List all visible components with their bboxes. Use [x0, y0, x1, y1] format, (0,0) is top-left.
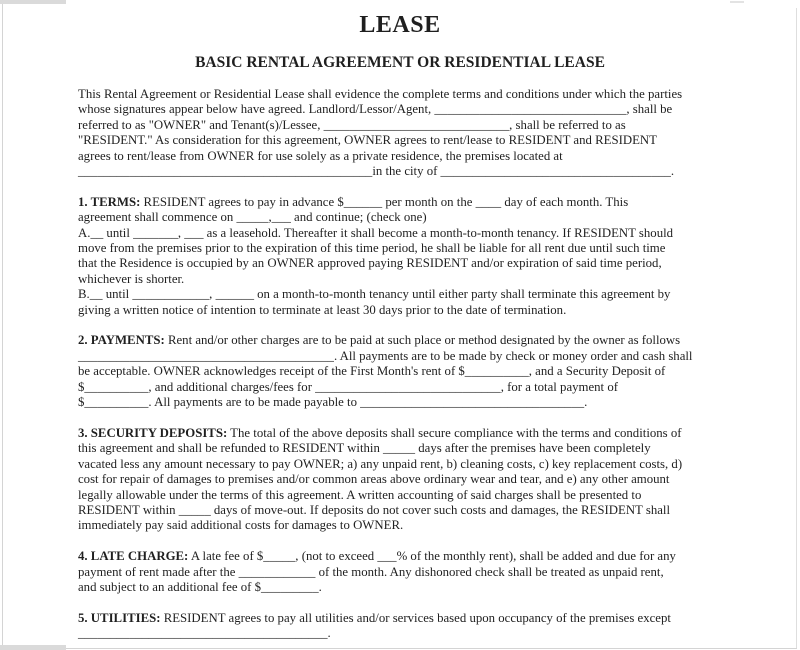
intro-line: "RESIDENT." As consideration for this agreement, OWNER agrees to rent/lease to RESIDENT and RESIDENT	[78, 133, 657, 148]
page-edge-bottom	[2, 648, 797, 649]
terms-line: move from the premises prior to the expiration of this time period, he shall be liable for all rent due until such time	[78, 241, 666, 256]
security-deposits-line: legally allowable under the terms of this agreement. A written accounting of said charges shall be presented to	[78, 487, 642, 502]
document-title: LEASE	[359, 12, 441, 38]
late-charge-line: and subject to an additional fee of $_________.	[78, 579, 322, 594]
payments-line: $__________, and additional charges/fees for _____________________________, for a total payment of	[78, 379, 618, 394]
paragraph-payments	[78, 333, 722, 410]
paragraph-utilities	[78, 611, 722, 642]
security-deposits-line-text: The total of the above deposits shall secure compliance with the terms and conditions of	[227, 425, 682, 440]
utilities-heading: 5. UTILITIES:	[78, 610, 161, 625]
security-deposits-line: cost for repair of damages to premises and/or common areas above ordinary wear and tear, and e) any other amount	[78, 472, 670, 487]
payments-line	[78, 333, 722, 348]
late-charge-heading: 4. LATE CHARGE:	[78, 549, 189, 564]
late-charge-line	[78, 549, 722, 564]
intro-line: agrees to rent/lease from OWNER for use solely as a private residence, the premises located at	[78, 148, 563, 163]
terms-line: giving a written notice of intention to terminate at least 30 days prior to the date of termination.	[78, 302, 567, 317]
intro-line: whose signatures appear below have agreed. Landlord/Lessor/Agent, ______________________________, shall be	[78, 102, 673, 117]
paragraph-security-deposits	[78, 426, 722, 534]
paragraph-late-charge	[78, 549, 722, 595]
page-edge-right	[796, 8, 797, 648]
terms-line: B.__ until ____________, ______ on a month-to-month tenancy until either party shall terminate this agreement by	[78, 287, 671, 302]
intro-line: ______________________________________________in the city of ____________________________________.	[78, 164, 675, 179]
utilities-line	[78, 611, 722, 626]
payments-heading: 2. PAYMENTS:	[78, 333, 165, 348]
terms-line	[78, 195, 722, 210]
page-corner-bottom-left	[0, 645, 66, 650]
intro-line: This Rental Agreement or Residential Lease shall evidence the complete terms and conditions under which the parties	[78, 87, 683, 101]
security-deposits-line: RESIDENT within _____ days of move-out. If deposits do not cover such costs and damages, the RESIDENT shall	[78, 502, 671, 517]
page-mark-top-right	[730, 1, 744, 3]
utilities-line: _______________________________________.	[78, 626, 331, 641]
security-deposits-line: immediately pay said additional costs for damages to OWNER.	[78, 518, 404, 533]
page-corner-top-left	[0, 0, 66, 4]
intro-line: referred to as "OWNER" and Tenant(s)/Lessee, _____________________________, shall be referred to as	[78, 117, 626, 132]
payments-line: $__________. All payments are to be made payable to ___________________________________.	[78, 395, 588, 410]
terms-line: whichever is shorter.	[78, 271, 185, 286]
paragraph-intro	[78, 87, 722, 179]
terms-heading: 1. TERMS:	[78, 194, 141, 209]
late-charge-line-text: A late fee of $_____, (not to exceed ___% of the monthly rent), shall be added and due for any	[188, 549, 676, 564]
page-edge-left	[2, 4, 3, 648]
late-charge-line: payment of rent made after the ____________ of the month. Any dishonored check shall be treated as unpaid rent,	[78, 564, 664, 579]
payments-line-text: Rent and/or other charges are to be paid at such place or method designated by the owner as follows	[164, 333, 681, 348]
payments-line: ________________________________________. All payments are to be made by check or money order and cash shall	[78, 348, 693, 363]
security-deposits-heading: 3. SECURITY DEPOSITS:	[78, 425, 228, 440]
document-subtitle: BASIC RENTAL AGREEMENT OR RESIDENTIAL LEASE	[195, 54, 605, 71]
document-content	[78, 0, 722, 642]
security-deposits-line	[78, 426, 722, 441]
terms-line: A.__ until _______, ___ as a leasehold. Thereafter it shall become a month-to-month tenancy. If RESIDENT should	[78, 225, 674, 240]
terms-line-text: RESIDENT agrees to pay in advance $______ per month on the ____ day of each month. This	[140, 194, 629, 209]
security-deposits-line: vacated less any amount necessary to pay OWNER; a) any unpaid rent, b) cleaning costs, c) key replacement costs, d)	[78, 456, 683, 471]
terms-line: that the Residence is occupied by an OWNER approved paying RESIDENT and/or expiration of said time period,	[78, 256, 662, 271]
paragraph-terms	[78, 195, 722, 318]
payments-line: be acceptable. OWNER acknowledges receipt of the First Month's rent of $__________, and a Security Deposit of	[78, 364, 666, 379]
utilities-line-text: RESIDENT agrees to pay all utilities and/or services based upon occupancy of the premises except	[160, 610, 671, 625]
security-deposits-line: this agreement and shall be refunded to RESIDENT within _____ days after the premises have been completely	[78, 441, 651, 456]
terms-line: agreement shall commence on _____,___ and continue; (check one)	[78, 210, 427, 225]
document-body	[78, 87, 722, 642]
